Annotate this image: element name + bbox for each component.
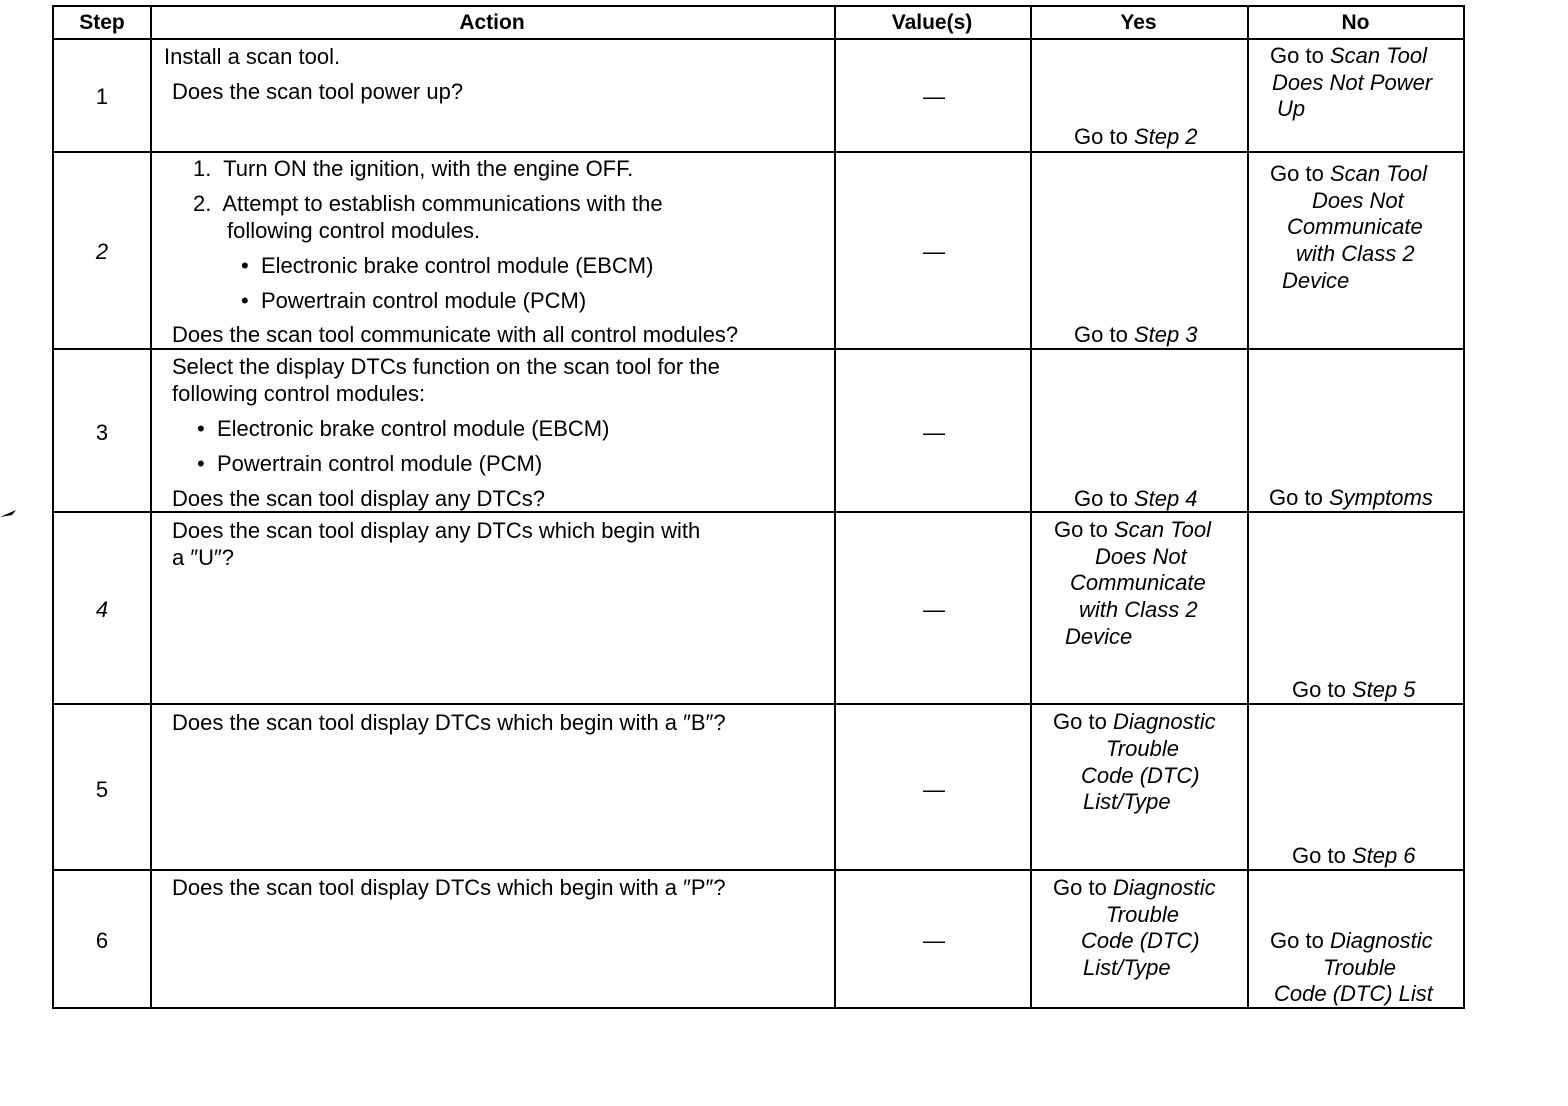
bullet-item: • Electronic brake control module (EBCM) bbox=[241, 253, 654, 278]
yes-ref-line: with Class 2 bbox=[1079, 597, 1198, 622]
yes-ref-line: Code (DTC) bbox=[1081, 928, 1200, 953]
action-question: Does the scan tool display DTCs which begin with a ″P″? bbox=[172, 875, 726, 900]
yes-ref-line: Does Not bbox=[1095, 544, 1187, 569]
col-divider bbox=[834, 7, 836, 1007]
yes-cell bbox=[1074, 322, 1198, 348]
header-action: Action bbox=[459, 11, 525, 34]
no-ref-line: Code (DTC) List bbox=[1274, 981, 1433, 1006]
action-item: 2. Attempt to establish communications with the bbox=[193, 191, 663, 216]
step-ref: Symptoms bbox=[1328, 485, 1433, 510]
margin-mark-icon bbox=[0, 508, 16, 518]
no-ref-line: Communicate bbox=[1287, 214, 1423, 239]
no-cell bbox=[1292, 677, 1416, 703]
yes-ref-line: List/Type bbox=[1083, 955, 1171, 980]
yes-ref-line: Trouble bbox=[1106, 902, 1179, 927]
go-to-text: Go to bbox=[1074, 322, 1128, 347]
no-cell bbox=[1270, 928, 1433, 954]
go-to-text: Go to bbox=[1270, 928, 1324, 953]
no-ref-line: Scan Tool bbox=[1329, 43, 1427, 68]
step-number: 2 bbox=[95, 239, 109, 264]
diagnostic-table bbox=[52, 5, 1465, 1009]
yes-ref-line: Diagnostic bbox=[1112, 709, 1216, 734]
step-ref: Step 4 bbox=[1133, 486, 1198, 511]
header-values: Value(s) bbox=[891, 11, 973, 34]
yes-ref-line: Communicate bbox=[1070, 570, 1206, 595]
yes-ref-line: Trouble bbox=[1106, 736, 1179, 761]
action-question: Does the scan tool communicate with all control modules? bbox=[172, 322, 739, 347]
no-cell bbox=[1270, 43, 1427, 69]
no-ref-line: Scan Tool bbox=[1329, 161, 1427, 186]
step-number: 1 bbox=[95, 84, 109, 109]
yes-cell bbox=[1074, 486, 1198, 512]
bullet-item: • Powertrain control module (PCM) bbox=[197, 451, 543, 476]
no-ref-line: Does Not Power bbox=[1272, 70, 1433, 95]
step-number: 4 bbox=[95, 597, 109, 622]
bullet-item: • Powertrain control module (PCM) bbox=[241, 288, 587, 313]
header-no: No bbox=[1341, 11, 1370, 34]
action-item: following control modules. bbox=[227, 218, 481, 243]
row-divider bbox=[54, 703, 1463, 705]
action-text: following control modules: bbox=[172, 381, 426, 406]
yes-cell bbox=[1053, 875, 1216, 901]
yes-ref-line: Scan Tool bbox=[1113, 517, 1211, 542]
row-divider bbox=[54, 348, 1463, 350]
yes-ref-line: List/Type bbox=[1083, 789, 1171, 814]
step-number: 3 bbox=[95, 420, 109, 445]
no-ref-line: Diagnostic bbox=[1329, 928, 1433, 953]
bullet-text: Powertrain control module (PCM) bbox=[216, 451, 543, 476]
action-text: Select the display DTCs function on the scan tool for the bbox=[172, 354, 720, 379]
step-ref: Step 5 bbox=[1351, 677, 1416, 702]
col-divider bbox=[150, 7, 152, 1007]
no-ref-line: Up bbox=[1277, 96, 1306, 121]
yes-ref-line: Code (DTC) bbox=[1081, 763, 1200, 788]
step-number: 6 bbox=[95, 928, 109, 953]
value-dash: — bbox=[923, 84, 945, 109]
yes-ref-line: Device bbox=[1065, 624, 1133, 649]
no-cell bbox=[1292, 843, 1416, 869]
col-divider bbox=[1247, 7, 1249, 1007]
go-to-text: Go to bbox=[1074, 486, 1128, 511]
action-question: Does the scan tool power up? bbox=[172, 79, 464, 104]
no-ref-line: Does Not bbox=[1312, 188, 1404, 213]
go-to-text: Go to bbox=[1270, 161, 1324, 186]
go-to-text: Go to bbox=[1270, 43, 1324, 68]
yes-cell bbox=[1074, 124, 1198, 150]
yes-cell bbox=[1053, 709, 1216, 735]
value-dash: — bbox=[923, 239, 945, 264]
no-ref-line: Device bbox=[1282, 268, 1350, 293]
go-to-text: Go to bbox=[1269, 485, 1323, 510]
header-yes: Yes bbox=[1120, 11, 1157, 34]
col-divider bbox=[1030, 7, 1032, 1007]
header-step: Step bbox=[79, 11, 125, 34]
action-item: 1. Turn ON the ignition, with the engine OFF. bbox=[193, 156, 634, 181]
bullet-item: • Electronic brake control module (EBCM) bbox=[197, 416, 610, 441]
go-to-text: Go to bbox=[1074, 124, 1128, 149]
value-dash: — bbox=[923, 420, 945, 445]
yes-ref-line: Diagnostic bbox=[1112, 875, 1216, 900]
bullet-text: Electronic brake control module (EBCM) bbox=[216, 416, 610, 441]
action-text: Does the scan tool display any DTCs which begin with bbox=[172, 518, 701, 543]
action-question: Does the scan tool display DTCs which begin with a ″B″? bbox=[172, 710, 726, 735]
value-dash: — bbox=[923, 597, 945, 622]
go-to-text: Go to bbox=[1292, 843, 1346, 868]
bullet-text: Powertrain control module (PCM) bbox=[260, 288, 587, 313]
value-dash: — bbox=[923, 777, 945, 802]
no-ref-line: with Class 2 bbox=[1296, 241, 1415, 266]
no-cell bbox=[1269, 485, 1433, 511]
no-ref-line: Trouble bbox=[1323, 955, 1396, 980]
row-divider bbox=[54, 151, 1463, 153]
go-to-text: Go to bbox=[1292, 677, 1346, 702]
action-text: a ″U″? bbox=[172, 545, 235, 570]
row-divider bbox=[54, 869, 1463, 871]
go-to-text: Go to bbox=[1053, 709, 1107, 734]
row-divider bbox=[54, 38, 1463, 40]
bullet-text: Electronic brake control module (EBCM) bbox=[260, 253, 654, 278]
yes-cell bbox=[1054, 517, 1211, 543]
no-cell bbox=[1270, 161, 1427, 187]
step-ref: Step 3 bbox=[1133, 322, 1198, 347]
step-ref: Step 2 bbox=[1133, 124, 1198, 149]
go-to-text: Go to bbox=[1053, 875, 1107, 900]
step-ref: Step 6 bbox=[1351, 843, 1416, 868]
step-number: 5 bbox=[95, 777, 109, 802]
value-dash: — bbox=[923, 928, 945, 953]
go-to-text: Go to bbox=[1054, 517, 1108, 542]
action-text: Install a scan tool. bbox=[164, 44, 341, 69]
action-question: Does the scan tool display any DTCs? bbox=[172, 486, 545, 511]
